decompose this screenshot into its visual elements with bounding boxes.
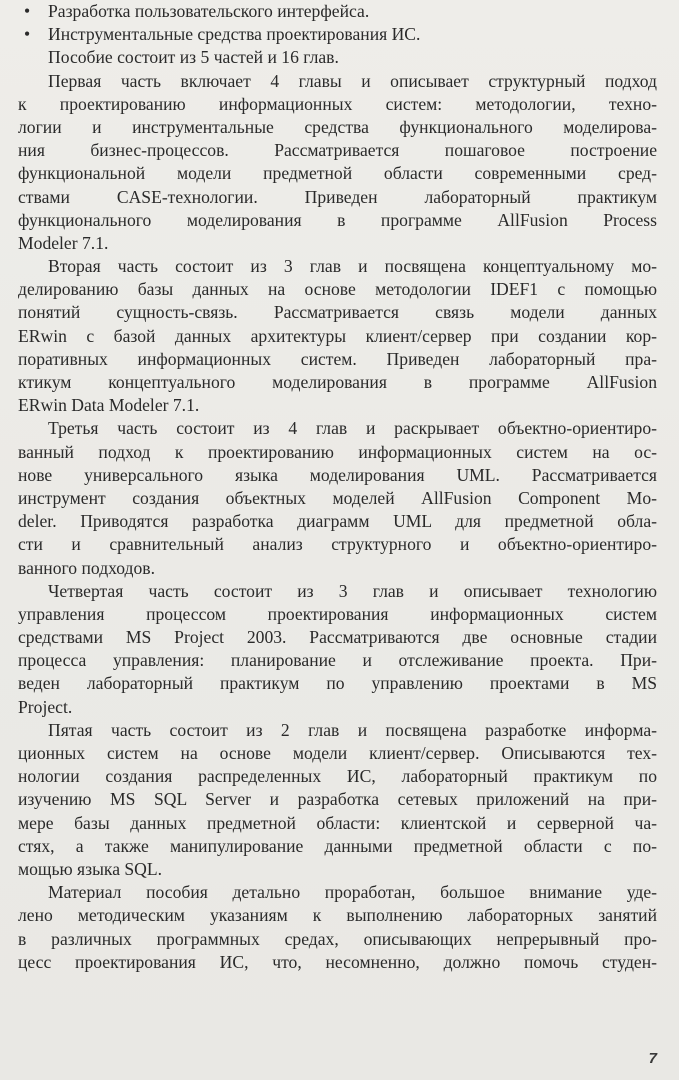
page-number: 7: [648, 1050, 657, 1067]
paragraph-line: изучению MS SQL Server и разработка сетевых приложений на при-: [18, 789, 657, 810]
bullet-marker: •: [24, 24, 31, 45]
paragraph-line: Modeler 7.1.: [18, 232, 109, 253]
paragraph-line: функциональной модели предметной области современными сред-: [18, 163, 657, 184]
paragraph-line: Первая часть включает 4 главы и описывает структурный подход: [48, 70, 657, 91]
body-text: [18, 0, 657, 974]
paragraph-line: поративных информационных систем. Приведен лабораторный пра-: [18, 348, 657, 369]
paragraph-line: ствами CASE-технологии. Приведен лабораторный практикум: [18, 186, 657, 207]
paragraph-line: к проектированию информационных систем: методологии, техно-: [18, 93, 657, 114]
paragraph-line: делированию базы данных на основе методологии IDEF1 с помощью: [18, 279, 657, 300]
paragraph-line: Третья часть состоит из 4 глав и раскрывает объектно-ориентиро-: [48, 418, 657, 439]
paragraph-line: в различных программных средах, описывающих непрерывный про-: [18, 928, 657, 949]
paragraph-line: Четвертая часть состоит из 3 глав и описывает технологию: [48, 580, 657, 601]
bullet-item: [18, 0, 657, 23]
paragraph-line: ния бизнес-процессов. Рассматривается пошаговое построение: [18, 140, 657, 161]
paragraph-line: функционального моделирования в программе AllFusion Process: [18, 209, 657, 230]
paragraph-line: ктикум концептуального моделирования в программе AllFusion: [18, 372, 657, 392]
paragraph-line: ванный подход к проектированию информационных систем на ос-: [18, 441, 657, 462]
bullet-marker: •: [24, 1, 31, 21]
paragraph-line: Вторая часть состоит из 3 глав и посвящена концептуальному мо-: [48, 256, 657, 277]
paragraph-line: инструмент создания объектных моделей AllFusion Component Mo-: [18, 487, 657, 508]
paragraph-line: процесса управления: планирование и отслеживание проекта. При-: [18, 650, 657, 671]
paragraph-line: управления процессом проектирования информационных систем: [18, 603, 657, 624]
paragraph-line: мере базы данных предметной области: клиентской и серверной ча-: [18, 812, 657, 833]
paragraph-line: понятий сущность-связь. Рассматривается связь модели данных: [18, 302, 657, 323]
paragraph-line: ционных систем на основе модели клиент/сервер. Описываются тех-: [18, 743, 657, 763]
paragraph-line: стях, а также манипулирование данными предметной области с по-: [18, 835, 657, 856]
paragraph-line: Материал пособия детально проработан, большое внимание уде-: [48, 882, 657, 903]
paragraph-line: мощью языка SQL.: [18, 858, 163, 879]
paragraph-line: ванного подходов.: [18, 557, 156, 578]
paragraph-line: веден лабораторный практикум по управлению проектами в MS: [18, 673, 657, 694]
paragraph-line: Пятая часть состоит из 2 глав и посвящена разработке информа-: [48, 719, 657, 740]
paragraph-line: средствами MS Project 2003. Рассматриваются две основные стадии: [18, 627, 657, 648]
paragraph-line: цесс проектирования ИС, что, несомненно, должно помочь студен-: [18, 951, 657, 972]
paragraph-line: ERwin Data Modeler 7.1.: [18, 395, 200, 416]
paragraph-line: Project.: [18, 696, 73, 717]
paragraph-line: лено методическим указаниям к выполнению лабораторных занятий: [18, 905, 657, 926]
paragraph-line: нологии создания распределенных ИС, лабораторный практикум по: [18, 766, 657, 787]
paragraph-line: deler. Приводятся разработка диаграмм UML для предметной обла-: [18, 511, 657, 532]
bullet-text: Разработка пользовательского интерфейса.: [48, 1, 370, 21]
paragraph-line: нове универсального языка моделирования UML. Рассматривается: [18, 464, 657, 485]
paragraph-line: ERwin с базой данных архитектуры клиент/сервер при создании кор-: [18, 325, 657, 346]
paragraph-line: Пособие состоит из 5 частей и 16 глав.: [48, 47, 339, 68]
bullet-item: [18, 23, 657, 46]
paragraph-line: логии и инструментальные средства функционального моделирова-: [18, 116, 657, 137]
paragraph-line: сти и сравнительный анализ структурного и объектно-ориентиро-: [18, 534, 657, 555]
bullet-text: Инструментальные средства проектирования ИС.: [48, 24, 421, 45]
